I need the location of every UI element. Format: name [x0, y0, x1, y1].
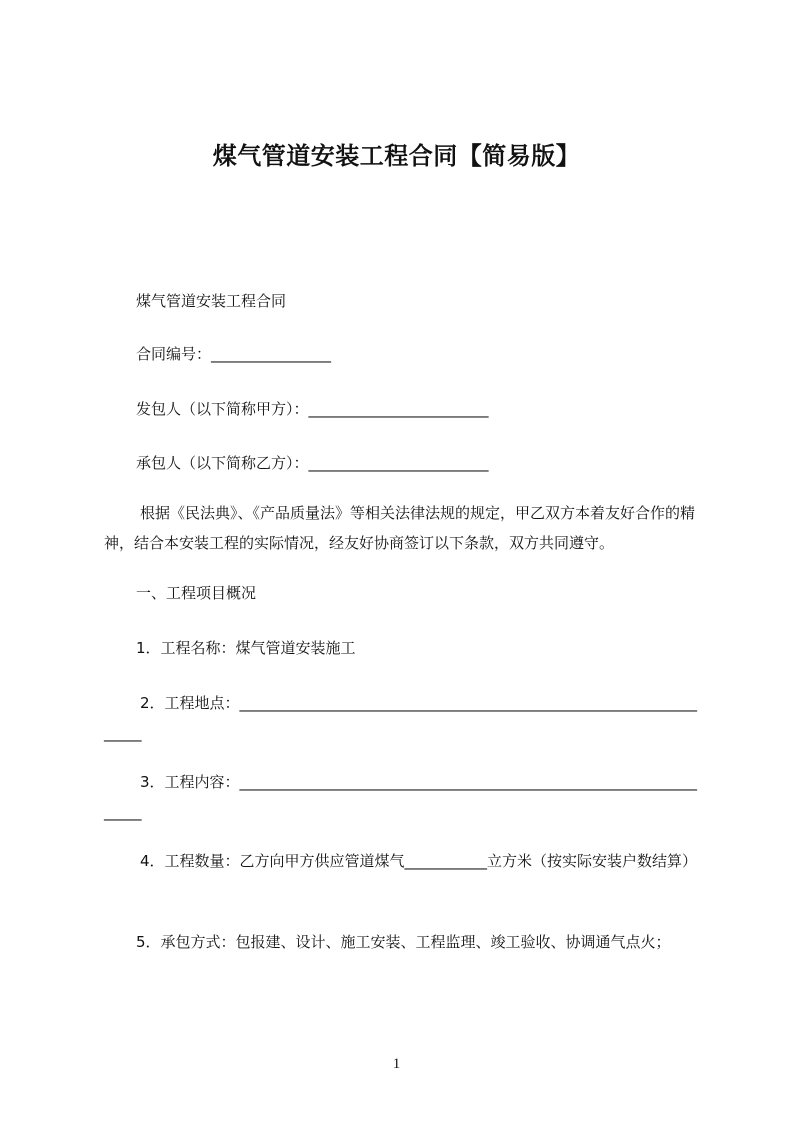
page-number: 1 — [392, 1056, 401, 1072]
item-project-quantity: 4．工程数量：乙方向甲方供应管道煤气___________立方米（按实际安装户数结算） — [140, 852, 698, 870]
contract-subtitle: 煤气管道安装工程合同 — [136, 292, 287, 310]
preamble-paragraph: 根据《民法典》、《产品质量法》等相关法律法规的规定，甲乙双方本着友好合作的精神，结合本安装工程的实际情况，经友好协商签订以下条款，双方共同遵守。 — [104, 504, 696, 552]
contract-number-field: 合同编号：________________ — [136, 345, 332, 363]
item-project-name: 1．工程名称：煤气管道安装施工 — [136, 639, 356, 657]
document-title: 煤气管道安装工程合同【简易版】 — [212, 142, 581, 170]
party-a-field: 发包人（以下简称甲方）：________________________ — [136, 400, 489, 418]
section-heading-1: 一、工程项目概况 — [136, 584, 257, 602]
party-b-field: 承包人（以下简称乙方）：________________________ — [136, 454, 489, 472]
item-contract-method: 5．承包方式：包报建、设计、施工安装、工程监理、竣工验收、协调通气点火； — [136, 933, 671, 951]
item-project-location: 2．工程地点：__________________________________________________________________ — [104, 694, 698, 742]
item-project-content: 3．工程内容：__________________________________________________________________ — [104, 773, 698, 821]
